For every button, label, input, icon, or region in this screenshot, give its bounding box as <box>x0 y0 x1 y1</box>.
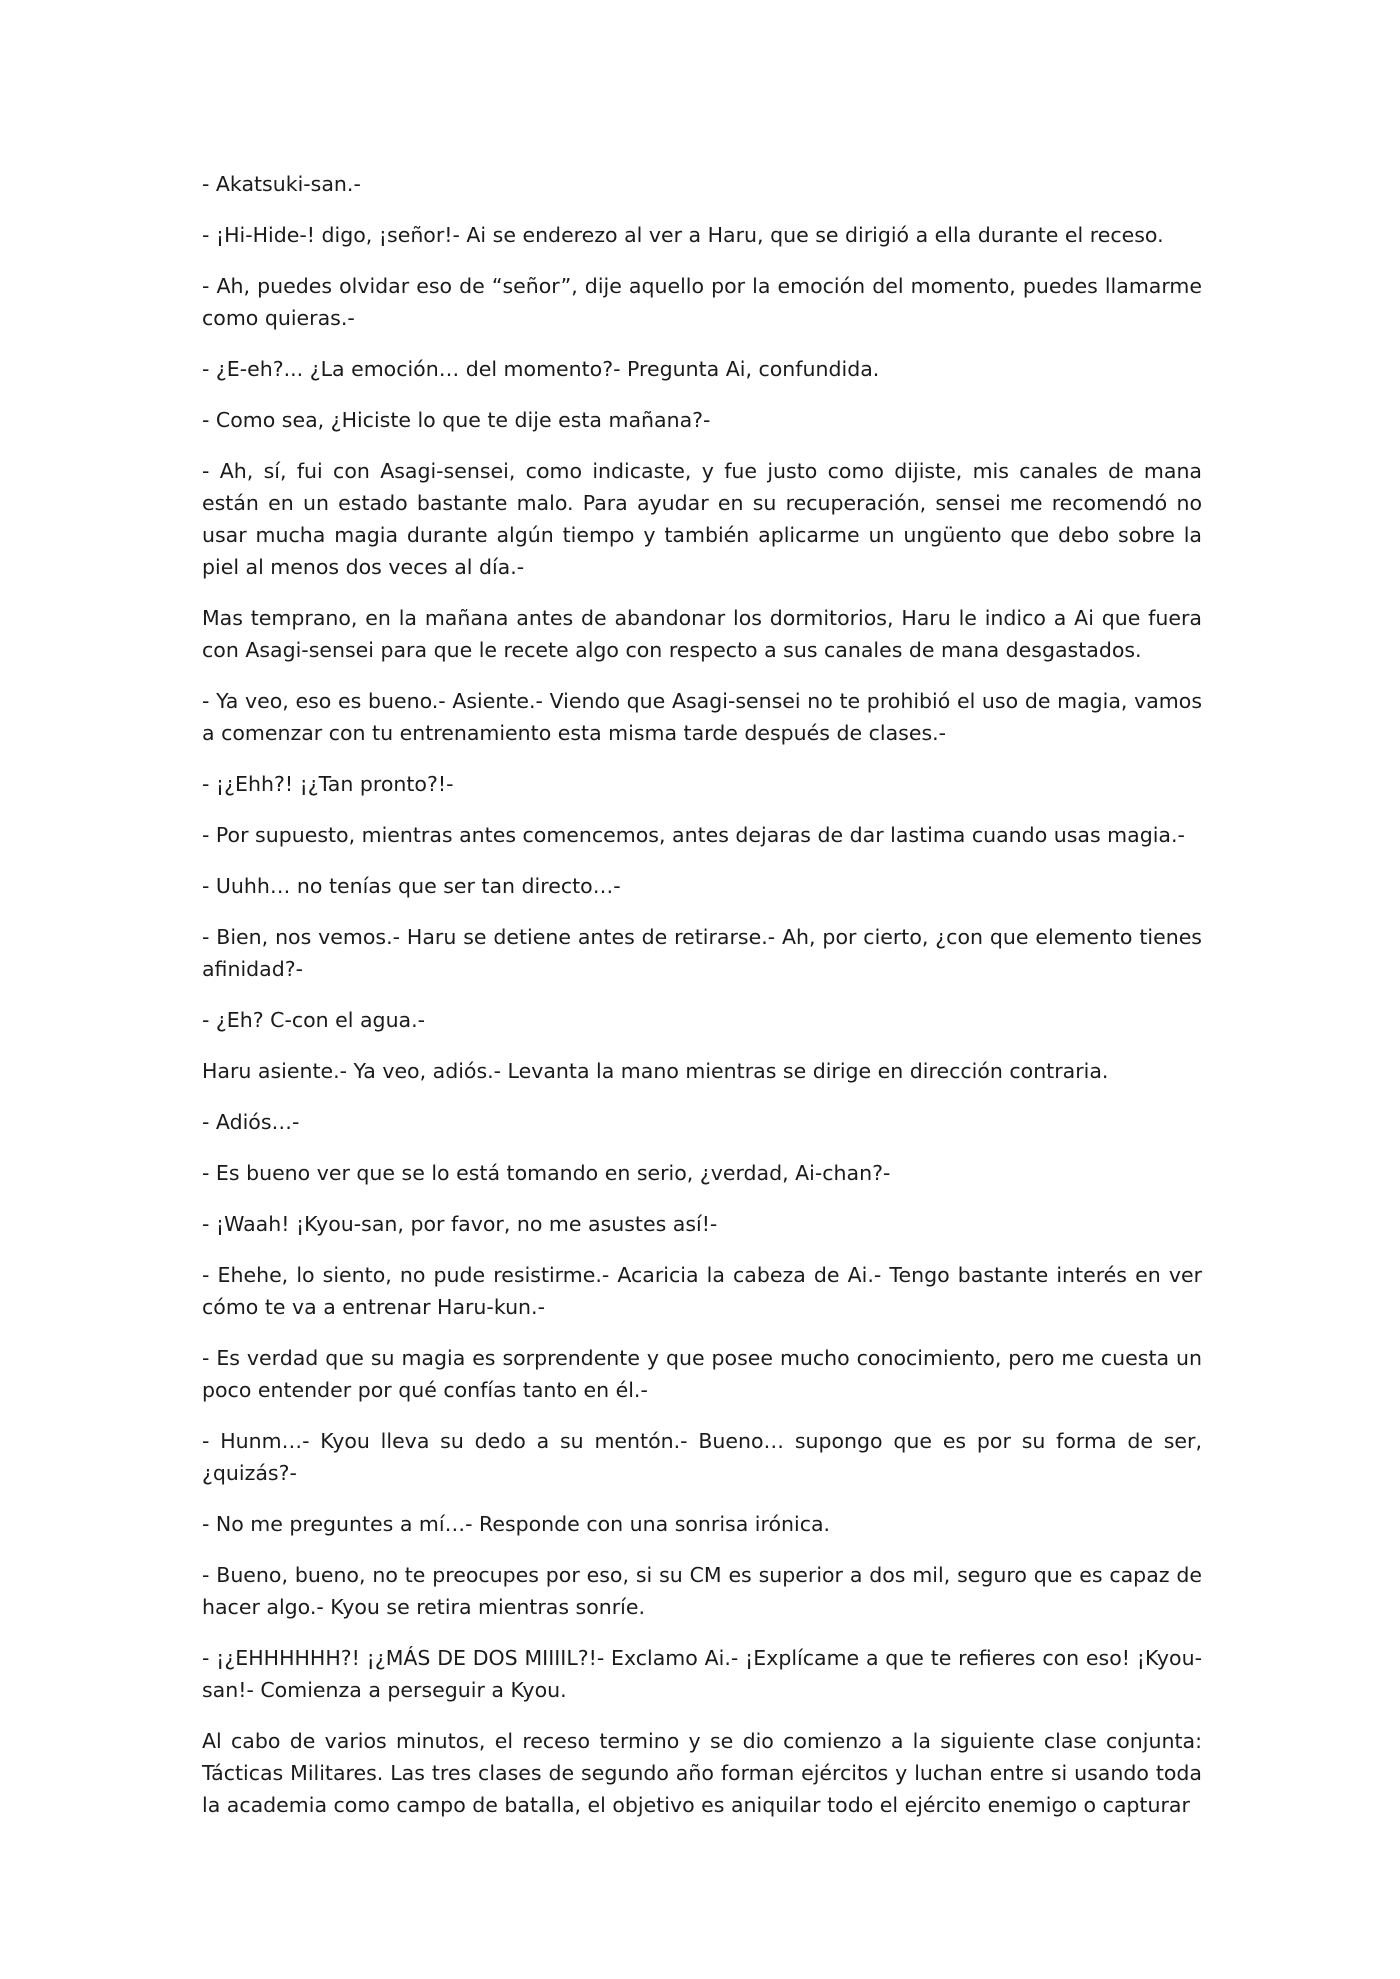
paragraph: - ¡Waah! ¡Kyou-san, por favor, no me asustes así!- <box>202 1212 718 1236</box>
paragraph: - ¡¿Ehh?! ¡¿Tan pronto?!- <box>202 772 454 796</box>
paragraph: - Por supuesto, mientras antes comencemos, antes dejaras de dar lastima cuando usas magia.- <box>202 823 1185 847</box>
paragraph: - Adiós…- <box>202 1110 300 1134</box>
paragraph: - Bueno, bueno, no te preocupes por eso, si su CM es superior a dos mil, seguro que es capaz de hacer algo.- Kyou se retira mientras sonríe. <box>202 1563 1202 1619</box>
paragraph: - Como sea, ¿Hiciste lo que te dije esta mañana?- <box>202 408 711 432</box>
paragraph: - Es bueno ver que se lo está tomando en serio, ¿verdad, Ai-chan?- <box>202 1161 891 1185</box>
paragraph: Haru asiente.- Ya veo, adiós.- Levanta la mano mientras se dirige en dirección contraria. <box>202 1059 1109 1083</box>
paragraph: - ¿Eh? C-con el agua.- <box>202 1008 426 1032</box>
paragraph: - Hunm…- Kyou lleva su dedo a su mentón.- Bueno… supongo que es por su forma de ser, ¿quizás?- <box>202 1429 1202 1485</box>
paragraph: - Uuhh… no tenías que ser tan directo…- <box>202 874 621 898</box>
paragraph: - Bien, nos vemos.- Haru se detiene antes de retirarse.- Ah, por cierto, ¿con que elemento tienes afinidad?- <box>202 925 1202 981</box>
paragraph: - Ya veo, eso es bueno.- Asiente.- Viendo que Asagi-sensei no te prohibió el uso de magia, vamos a comenzar con tu entrenamiento esta misma tarde después de clases.- <box>202 689 1202 745</box>
document-body <box>202 168 1202 1840</box>
paragraph: - ¡Hi-Hide-! digo, ¡señor!- Ai se enderezo al ver a Haru, que se dirigió a ella durante el receso. <box>202 223 1164 247</box>
paragraph: - Ah, sí, fui con Asagi-sensei, como indicaste, y fue justo como dijiste, mis canales de mana están en un estado bastante malo. Para ayudar en su recuperación, sensei me recomendó no usar mucha magia durante algún tiempo y también aplicarme un ungüento que debo sobre la piel al menos dos veces al día.- <box>202 459 1202 579</box>
paragraph: - Ehehe, lo siento, no pude resistirme.- Acaricia la cabeza de Ai.- Tengo bastante interés en ver cómo te va a entrenar Haru-kun.- <box>202 1263 1202 1319</box>
paragraph: - Akatsuki-san.- <box>202 172 361 196</box>
paragraph: - Ah, puedes olvidar eso de “señor”, dije aquello por la emoción del momento, puedes llamarme como quieras.- <box>202 274 1202 330</box>
paragraph: - ¡¿EHHHHHH?! ¡¿MÁS DE DOS MIIIIL?!- Exclamo Ai.- ¡Explícame a que te refieres con eso! ¡Kyou-san!- Comienza a perseguir a Kyou. <box>202 1646 1202 1702</box>
paragraph: Mas temprano, en la mañana antes de abandonar los dormitorios, Haru le indico a Ai que fuera con Asagi-sensei para que le recete algo con respecto a sus canales de mana desgastados. <box>202 606 1202 662</box>
paragraph: - Es verdad que su magia es sorprendente y que posee mucho conocimiento, pero me cuesta un poco entender por qué confías tanto en él.- <box>202 1346 1202 1402</box>
paragraph: - No me preguntes a mí…- Responde con una sonrisa irónica. <box>202 1512 831 1536</box>
paragraph: - ¿E-eh?... ¿La emoción… del momento?- Pregunta Ai, confundida. <box>202 357 880 381</box>
paragraph: Al cabo de varios minutos, el receso termino y se dio comienzo a la siguiente clase conjunta: Tácticas Militares. Las tres clases de segundo año forman ejércitos y luchan entre si usando toda la academia como campo de batalla, el objetivo es aniquilar todo el ejército enemigo o capturar <box>202 1729 1202 1817</box>
